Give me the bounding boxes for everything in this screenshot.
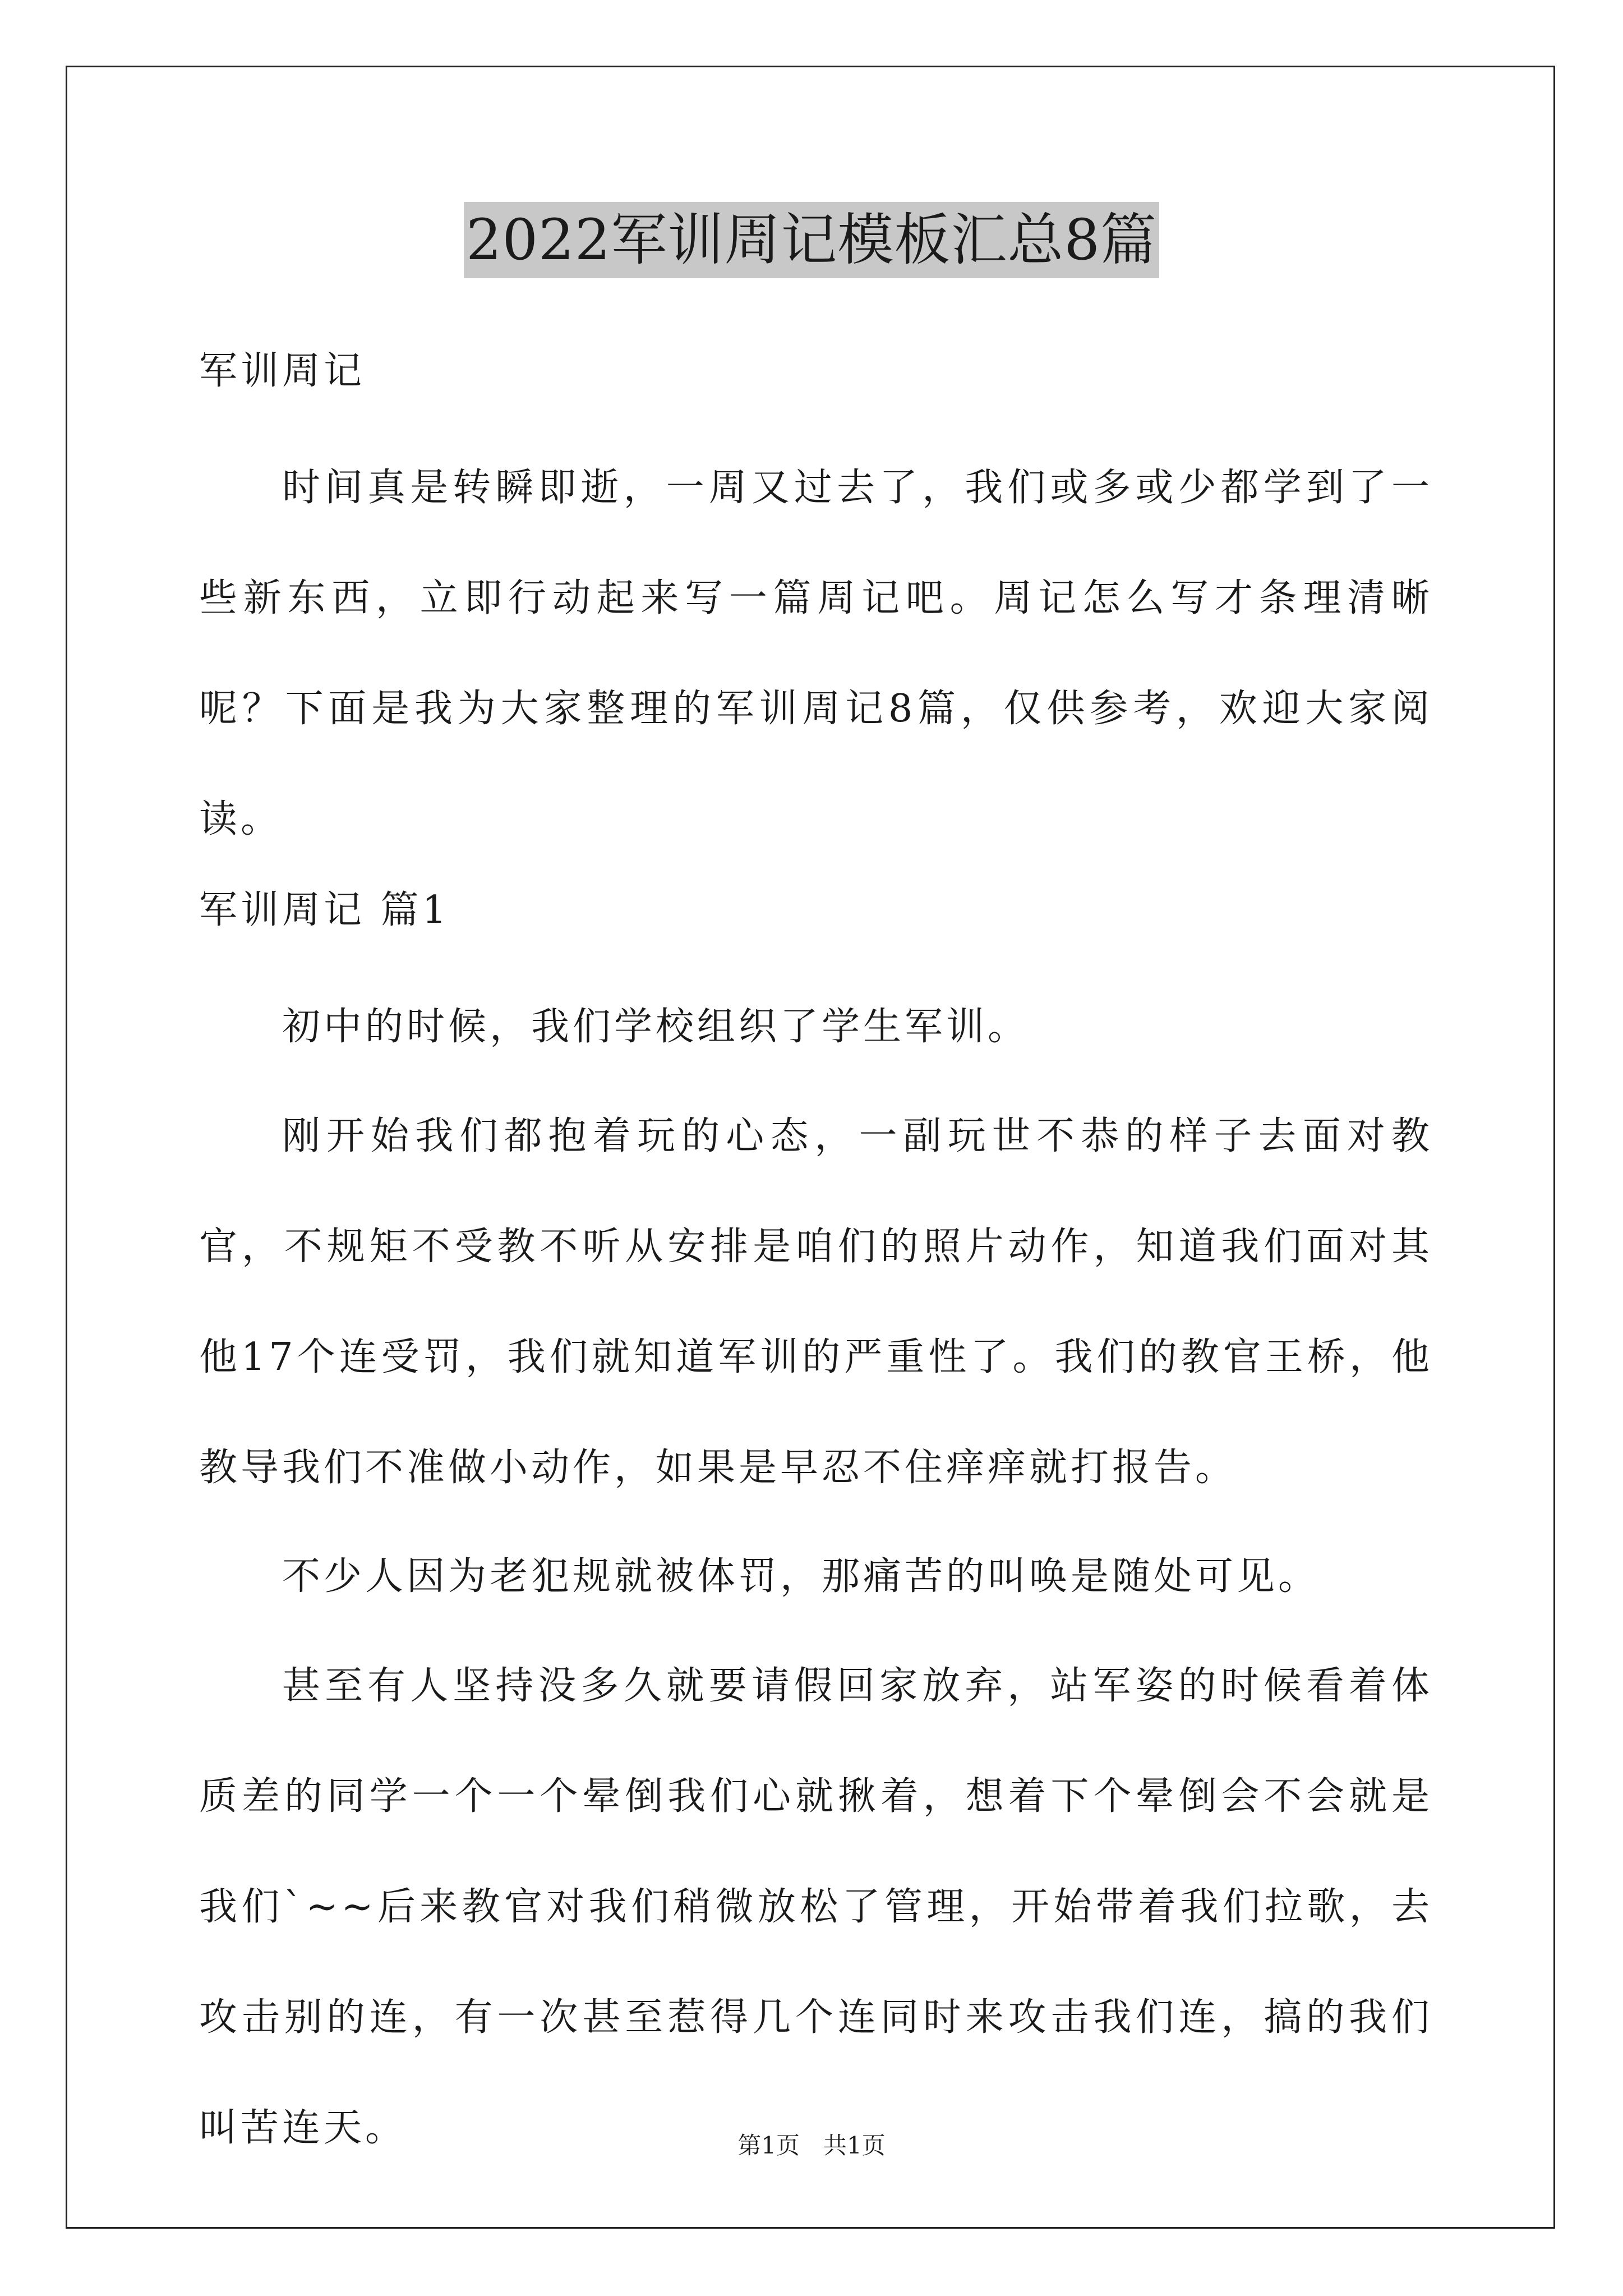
article-heading: 军训周记 篇1 [199, 888, 450, 932]
section-heading: 军训周记 [199, 349, 366, 393]
body-paragraph-4: 甚至有人坚持没多久就要请假回家放弃，站军姿的时候看着体质差的同学一个一个晕倒我们心就揪着，想着下个晕倒会不会就是我们`~~后来教官对我们稍微放松了管理，开始带着我们拉歌，去攻击别的连，有一次甚至惹得几个连同时来攻击我们连，搞的我们叫苦连天。 [199, 1664, 1433, 2150]
intro-paragraph: 时间真是转瞬即逝，一周又过去了，我们或多或少都学到了一些新东西，立即行动起来写一篇周记吧。周记怎么写才条理清晰呢？下面是我为大家整理的军训周记8篇，仅供参考，欢迎大家阅读。 [199, 466, 1433, 841]
page-footer: 第1页 共1页 [737, 2132, 886, 2159]
body-paragraph-1: 初中的时候，我们学校组织了学生军训。 [282, 1005, 1030, 1049]
title-container [0, 202, 1623, 278]
body-paragraph-3: 不少人因为老犯规就被体罚，那痛苦的叫唤是随处可见。 [282, 1554, 1320, 1599]
body-paragraph-2: 刚开始我们都抱着玩的心态，一副玩世不恭的样子去面对教官，不规矩不受教不听从安排是咱们的照片动作，知道我们面对其他17个连受罚，我们就知道军训的严重性了。我们的教官王桥，他教导我们不准做小动作，如果是早忍不住痒痒就打报告。 [199, 1114, 1433, 1490]
document-title: 2022军训周记模板汇总8篇 [464, 202, 1159, 278]
